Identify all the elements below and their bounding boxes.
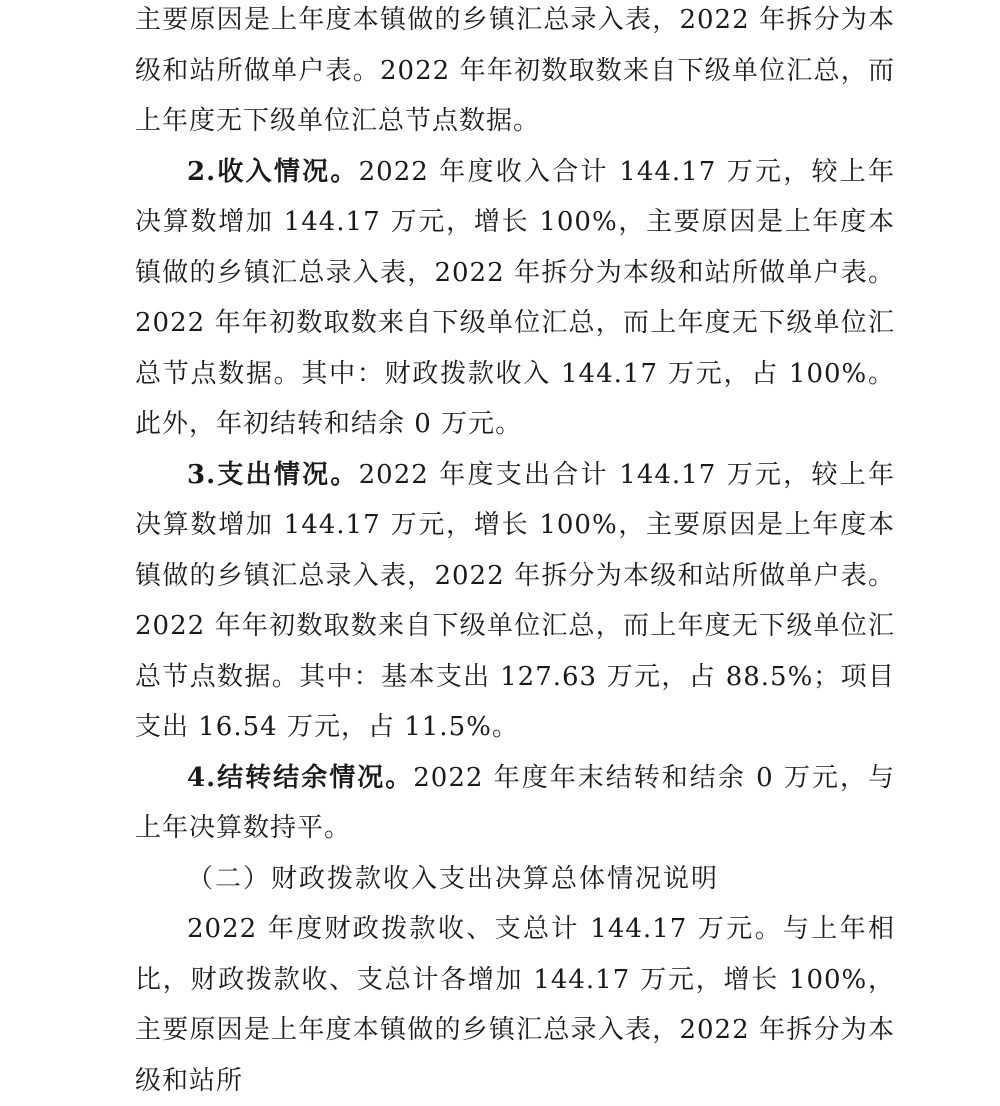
- paragraph-lead: 3.支出情况。: [187, 459, 359, 490]
- paragraph-expenditure: [135, 450, 895, 753]
- paragraph-income: [135, 147, 895, 450]
- paragraph-continuation: [135, 0, 895, 147]
- paragraph-carryover: [135, 753, 895, 854]
- paragraph-text: 2022 年度收入合计 144.17 万元，较上年决算数增加 144.17 万元，增长 100%，主要原因是上年度本镇做的乡镇汇总录入表，2022 年拆分为本级和站所做单户表。2022 年年初数取数来自下级单位汇总，而上年度无下级单位汇总节点数据。其中：财政拨款收入 144.17 万元，占 100%。此外，年初结转和结余 0 万元。: [135, 156, 895, 439]
- paragraph-text: 2022 年度年末结转和结余 0 万元，与上年决算数持平。: [135, 762, 895, 843]
- document-body: [135, 0, 895, 1106]
- paragraph-lead: 4.结转结余情况。: [187, 762, 414, 793]
- paragraph-lead: 2.收入情况。: [187, 156, 359, 187]
- paragraph-text: 主要原因是上年度本镇做的乡镇汇总录入表，2022 年拆分为本级和站所做单户表。2022 年年初数取数来自下级单位汇总，而上年度无下级单位汇总节点数据。: [135, 5, 895, 136]
- paragraph-fiscal-summary: [135, 904, 895, 1106]
- section-heading: （二）财政拨款收入支出决算总体情况说明: [187, 863, 720, 894]
- paragraph-text: 2022 年度支出合计 144.17 万元，较上年决算数增加 144.17 万元，增长 100%，主要原因是上年度本镇做的乡镇汇总录入表，2022 年拆分为本级和站所做单户表。2022 年年初数取数来自下级单位汇总，而上年度无下级单位汇总节点数据。其中：基本支出 127.63 万元，占 88.5%；项目支出 16.54 万元，占 11.5%。: [135, 459, 895, 742]
- paragraph-text: 2022 年度财政拨款收、支总计 144.17 万元。与上年相比，财政拨款收、支总计各增加 144.17 万元，增长 100%，主要原因是上年度本镇做的乡镇汇总录入表，2022 年拆分为本级和站所: [135, 914, 895, 1096]
